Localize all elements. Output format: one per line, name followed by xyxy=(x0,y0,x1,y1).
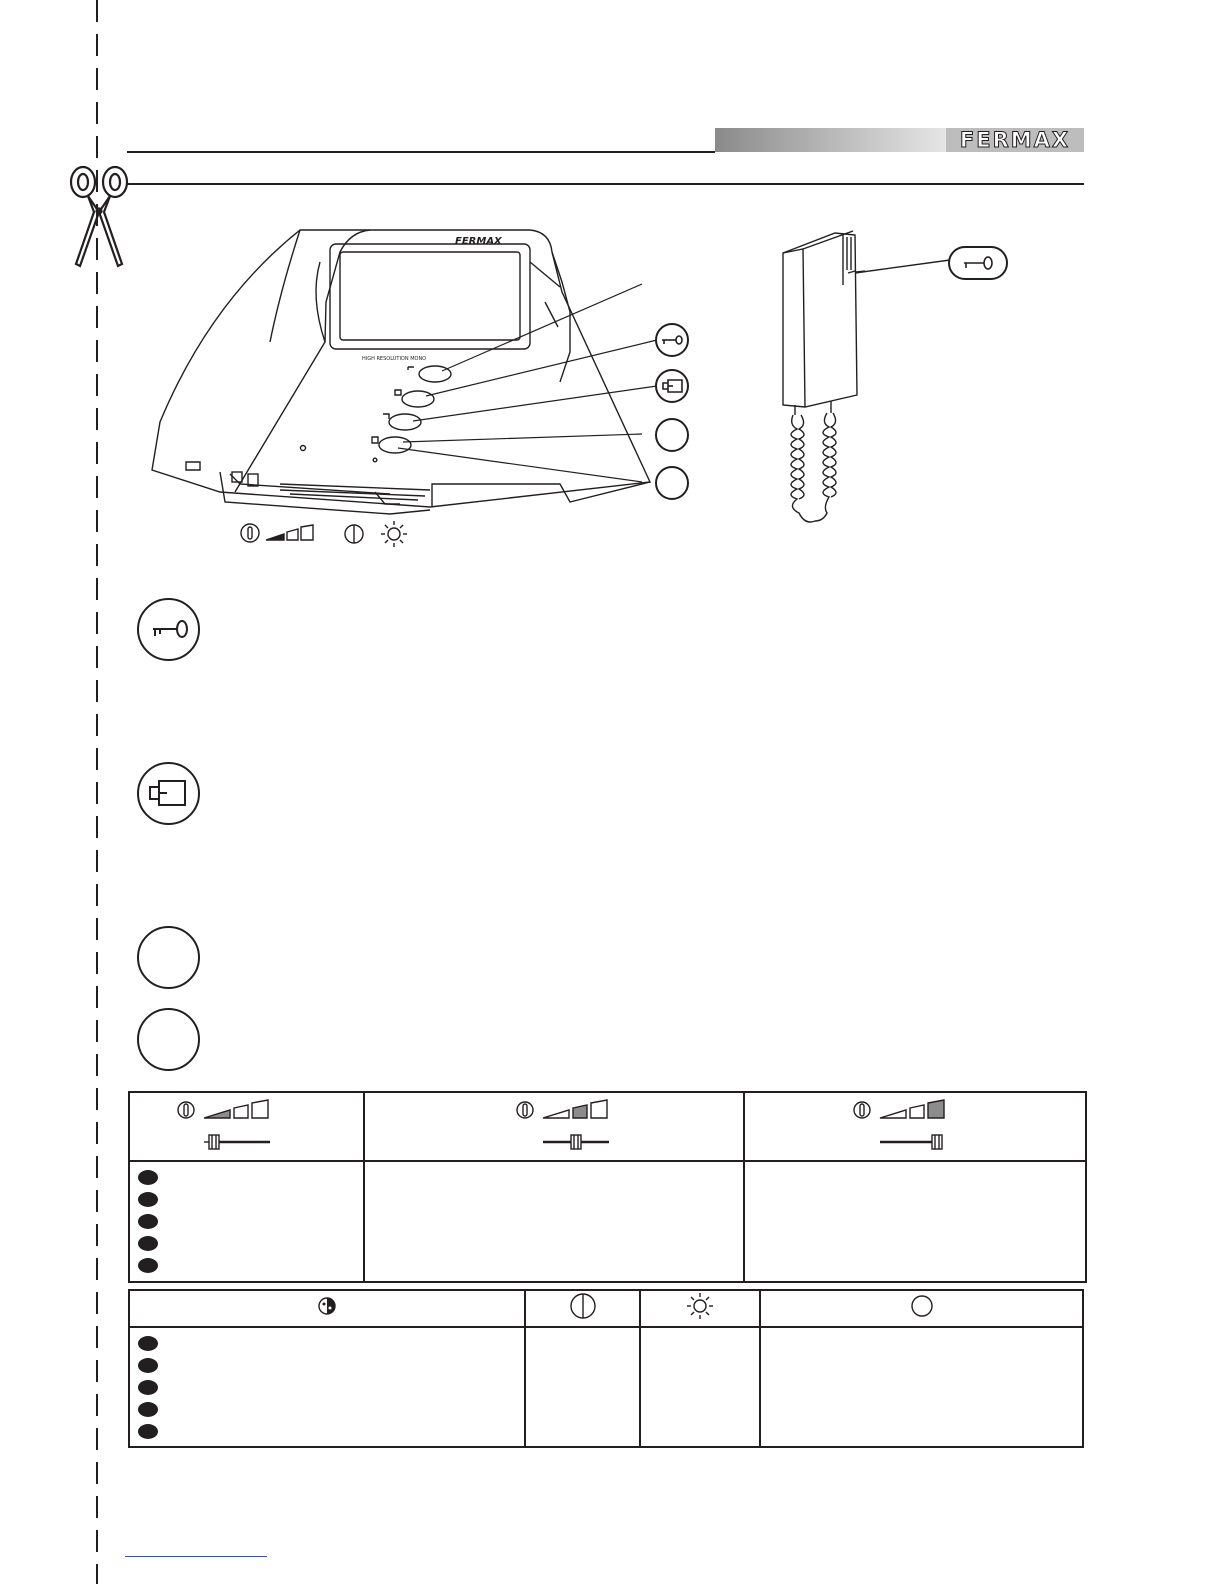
aux-function-symbol-2 xyxy=(137,1008,200,1071)
header-band xyxy=(715,128,947,152)
language-marker xyxy=(138,1170,158,1185)
scissors-icon xyxy=(66,160,132,272)
adjustment-table xyxy=(128,1289,1084,1448)
handset-callout-line xyxy=(855,256,950,274)
color-language-markers xyxy=(129,1327,525,1447)
monitor-panel-label: HIGH RESOLUTION MONO xyxy=(362,356,427,362)
brightness-cell xyxy=(640,1327,760,1447)
volume-low-icon xyxy=(130,1093,363,1155)
language-marker xyxy=(138,1236,158,1251)
language-marker xyxy=(138,1192,158,1207)
key-icon xyxy=(950,248,1006,278)
camera-icon xyxy=(139,764,197,822)
contrast-icon xyxy=(569,1292,597,1320)
language-marker xyxy=(138,1424,158,1439)
contrast-cell xyxy=(525,1327,640,1447)
monitor-logo: FERMAX xyxy=(455,236,502,247)
handset-key-button xyxy=(948,246,1008,280)
section-rule xyxy=(127,183,1084,185)
footer-link-underline xyxy=(125,1556,267,1557)
key-icon xyxy=(657,325,687,355)
language-marker xyxy=(138,1380,158,1395)
volume-language-markers xyxy=(129,1161,364,1282)
volume-header-medium xyxy=(364,1092,744,1161)
callout-blank-circle-2 xyxy=(655,466,689,500)
color-saturation-icon xyxy=(317,1296,337,1316)
header-rule xyxy=(127,151,715,153)
language-marker xyxy=(138,1214,158,1229)
handset-illustration xyxy=(775,225,865,530)
volume-high-icon xyxy=(745,1093,1085,1155)
sun-icon xyxy=(685,1291,715,1321)
door-release-symbol xyxy=(137,598,200,661)
language-marker xyxy=(138,1358,158,1373)
callout-camera-circle xyxy=(655,369,689,403)
callout-key-circle xyxy=(655,323,689,357)
language-marker xyxy=(138,1402,158,1417)
brand-logo: FERMAX xyxy=(946,128,1084,152)
color-header xyxy=(129,1290,525,1327)
volume-header-low xyxy=(129,1092,364,1161)
monitor-illustration xyxy=(150,222,695,552)
language-marker xyxy=(138,1258,158,1273)
contrast-header xyxy=(525,1290,640,1327)
volume-table xyxy=(128,1091,1087,1283)
key-icon xyxy=(139,600,197,658)
camera-autoon-symbol xyxy=(137,762,200,825)
volume-high-cell xyxy=(744,1161,1086,1282)
blank-circle-icon xyxy=(910,1294,934,1318)
volume-medium-cell xyxy=(364,1161,744,1282)
volume-header-high xyxy=(744,1092,1086,1161)
aux-function-symbol-1 xyxy=(137,926,200,989)
brightness-header xyxy=(640,1290,760,1327)
aux-header xyxy=(760,1290,1083,1327)
volume-medium-icon xyxy=(365,1093,743,1155)
monitor-controls-legend xyxy=(238,520,413,548)
callout-blank-circle-1 xyxy=(655,418,689,452)
aux-cell xyxy=(760,1327,1083,1447)
camera-icon xyxy=(657,371,687,401)
language-marker xyxy=(138,1336,158,1351)
